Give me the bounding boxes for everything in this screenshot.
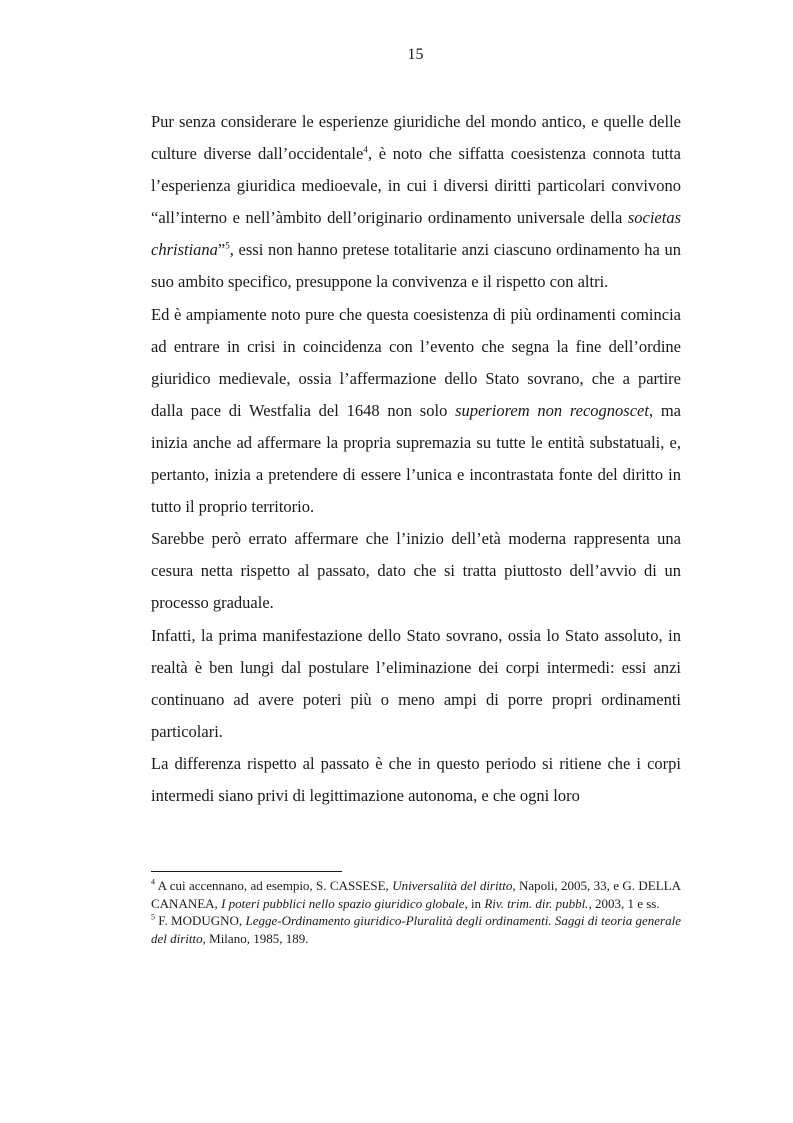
paragraph (151, 620, 681, 748)
paragraph-footnote-marker: 5 (225, 240, 230, 251)
footnote (151, 877, 681, 912)
paragraph (151, 299, 681, 524)
paragraph-footnote-marker: 4 (363, 144, 368, 155)
footnote-text: , 2003, 1 e ss. (588, 895, 660, 911)
footnote-italic-text: Riv. trim. dir. pubbl. (484, 895, 589, 911)
footnote-text: , in (464, 895, 485, 911)
footnote-text: A cui accennano, ad esempio, S. CASSESE, (155, 878, 393, 893)
paragraph-text: , è noto che siffatta coesistenza connota tutta l’esperienza giuridica medioevale, in cui i diversi diritti particolari convivono “all’interno e nell’àmbito dell’originario ordinamento universale della (151, 144, 681, 228)
footnote-italic-text: Universalità del diritto (392, 878, 513, 893)
paragraph-text: Ed è ampiamente noto pure che questa coesistenza di più ordinamenti comincia ad entrare in crisi in coincidenza con l’evento che segna la fine dell’ordine giuridico medievale, ossia l’affermazione dello Stato sovrano, che a partire dalla pace di Westfalia del 1648 non solo (151, 304, 681, 420)
paragraph-italic-text: superiorem non recognoscet (455, 400, 649, 420)
footnote-footnote-marker: 5 (151, 912, 155, 922)
paragraph-text: ” (217, 240, 226, 260)
paragraph-text: La differenza rispetto al passato è che in questo periodo si ritiene che i corpi intermedi siano privi di legittimazione autonoma, e che ogni loro (151, 753, 681, 805)
footnotes (151, 877, 681, 947)
footnote-separator (151, 871, 342, 872)
paragraph-text: , ma inizia anche ad affermare la propria supremazia su tutte le entità substatuali, e, pertanto, inizia a pretendere di essere l’unica e incontrastata fonte del diritto in tutto il proprio territorio. (151, 400, 681, 517)
paragraph (151, 106, 681, 299)
footnote-italic-text: I poteri pubblici nello spazio giuridico globale (221, 895, 465, 911)
footnote-text: , Milano, 1985, 189. (202, 930, 309, 946)
paragraph-text: Infatti, la prima manifestazione dello Stato sovrano, ossia lo Stato assoluto, in realtà è ben lungi dal postulare l’eliminazione dei corpi intermedi: essi anzi continuano ad avere poteri più o meno ampi di porre propri ordinamenti particolari. (151, 625, 681, 741)
footnote-italic-text: Legge-Ordinamento giuridico-Pluralità degli ordinamenti. Saggi di teoria generale del diritto (151, 913, 681, 946)
body-text (151, 106, 681, 812)
paragraph-text: Sarebbe però errato affermare che l’inizio dell’età moderna rappresenta una cesura netta rispetto al passato, dato che si tratta piuttosto dell’avvio di un processo graduale. (151, 529, 681, 613)
paragraph (151, 748, 681, 812)
paragraph (151, 523, 681, 619)
paragraph-text: , essi non hanno pretese totalitarie anzi ciascuno ordinamento ha un suo ambito specifico, presuppone la convivenza e il rispetto con altri. (151, 240, 681, 292)
paragraph-text: Pur senza considerare le esperienze giuridiche del mondo antico, e quelle delle culture diverse dall’occidentale (151, 112, 681, 164)
footnote (151, 912, 681, 947)
footnote-text: , Napoli, 2005, 33, e G. DELLA CANANEA, (151, 878, 682, 911)
footnote-footnote-marker: 4 (151, 877, 155, 887)
footnote-text: F. MODUGNO, (155, 913, 246, 928)
paragraph-italic-text: societas christiana (151, 208, 681, 260)
page-number: 15 (407, 46, 424, 63)
